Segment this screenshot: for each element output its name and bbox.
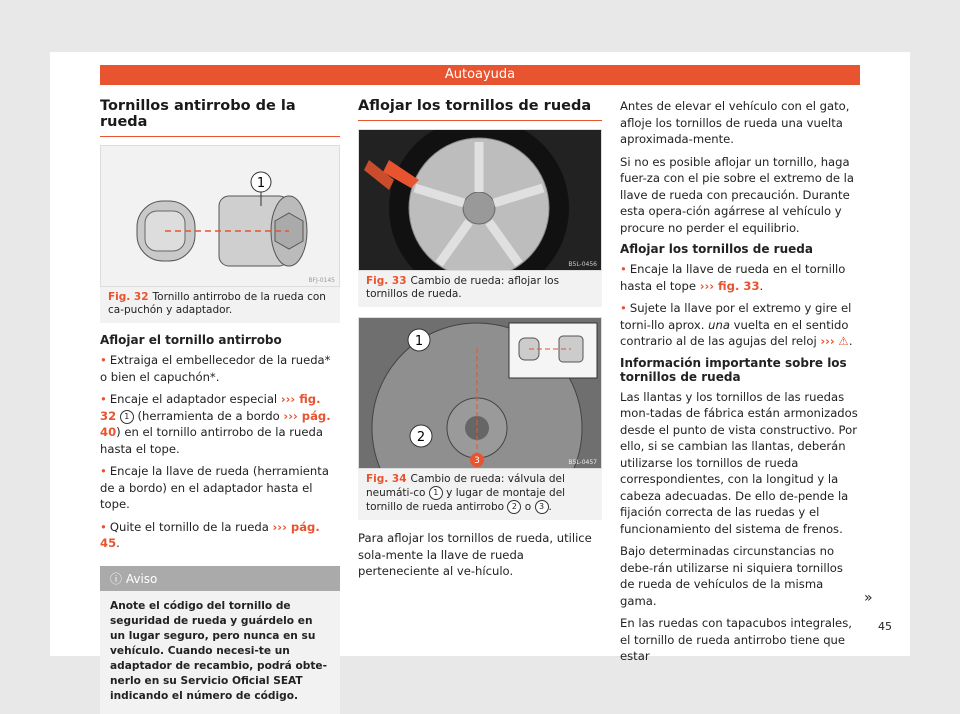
- bullet-3: • Encaje la llave de rueda (herramienta de a bordo) en el adaptador hasta el tope.: [100, 464, 329, 511]
- figure-code: B5L-0456: [568, 261, 597, 268]
- heading-antirrobo: Tornillos antirrobo de la rueda: [100, 98, 340, 137]
- page-number: 45: [878, 620, 892, 633]
- figure-code: BFJ-0145: [308, 277, 335, 284]
- bullet-1: • Encaje la llave de rueda en el tornillo hasta el tope ››› fig. 33.: [620, 262, 846, 293]
- link-pag-40[interactable]: ››› pág. 40: [100, 408, 331, 439]
- figure-32-caption: Fig. 32 Tornillo antirrobo de la rueda con ca-puchón y adaptador.: [100, 287, 340, 323]
- paragraph-5: En las ruedas con tapacubos integrales, el tornillo de rueda antirrobo tiene que estar: [620, 616, 852, 663]
- link-warning[interactable]: ›››: [820, 334, 835, 348]
- aviso-text: Anote el código del tornillo de seguridad de rueda y guárdelo en un lugar seguro, pero nunca en su vehículo. Cuando necesi-te un adaptador de recambio, podrá obte-nerlo en su Servicio Oficial SEAT indicando el número de código.: [100, 591, 340, 714]
- bullet-2: • Sujete la llave por el extremo y gire el torni-llo aprox. una vuelta en el sentido contrario al de las agujas del reloj ››› ⚠.: [620, 301, 853, 348]
- paragraph-4: Bajo determinadas circunstancias no debe-rán utilizarse ni siquiera tornillos de rueda de vehículos de la misma gama.: [620, 544, 843, 608]
- subheading-aflojar: Aflojar los tornillos de rueda: [620, 242, 813, 256]
- heading-aflojar-tornillos: Aflojar los tornillos de rueda: [358, 98, 602, 121]
- subheading-aflojar-antirrobo: Aflojar el tornillo antirrobo: [100, 333, 282, 347]
- warning-icon: ⚠: [838, 334, 849, 348]
- link-pag-45[interactable]: ››› pág. 45: [100, 519, 320, 550]
- bullet-2: • Encaje el adaptador especial ››› fig. 32 1 (herramienta de a bordo ››› pág. 40) en el tornillo antirrobo de la rueda hasta el tope.: [100, 392, 331, 456]
- figure-33: [358, 129, 602, 271]
- antitheft-bolt-illustration: [101, 146, 339, 286]
- steel-wheel-illustration: [359, 318, 601, 468]
- wheel-photo-illustration: [359, 130, 601, 270]
- paragraph-2: Si no es posible aflojar un tornillo, haga fuer-za con el pie sobre el extremo de la llave de rueda con precaución. Durante esta opera-ción agárrese al vehículo y procure no perder el equilibrio.: [620, 154, 855, 235]
- figure-34-caption: Fig. 34 Cambio de rueda: válvula del neumáti-co 1 y lugar de montaje del tornillo de rueda antirrobo 2 o 3 .: [358, 469, 602, 520]
- column-3: [620, 98, 860, 671]
- fig34-callout-3: 3: [474, 456, 480, 466]
- column-2: [358, 98, 602, 586]
- info-icon: ⓘ: [110, 571, 123, 586]
- figure-code: B5L-0457: [568, 459, 597, 466]
- paragraph-llave: Para aflojar los tornillos de rueda, utilice sola-mente la llave de rueda perteneciente al ve-hículo.: [358, 531, 592, 578]
- fig34-callout-1: 1: [414, 334, 424, 349]
- fig34-callout-2: 2: [416, 430, 426, 445]
- aviso-header: ⓘ Aviso: [100, 566, 340, 591]
- link-fig-32[interactable]: ››› fig. 32: [100, 392, 321, 423]
- figure-33-caption: Fig. 33 Cambio de rueda: aflojar los tornillos de rueda.: [358, 271, 602, 307]
- link-fig-33[interactable]: ››› fig. 33: [699, 278, 760, 293]
- figure-34: [358, 317, 602, 469]
- bullet-4: • Quite el tornillo de la rueda ››› pág. 45.: [100, 519, 320, 550]
- bullet-1: • Extraiga el embellecedor de la rueda* o bien el capuchón*.: [100, 353, 331, 384]
- column-1: [100, 98, 340, 714]
- section-header-bar: Autoayuda: [100, 65, 860, 85]
- subheading-informacion: Información importante sobre los tornillos de rueda: [620, 355, 847, 384]
- paragraph-1: Antes de elevar el vehículo con el gato, afloje los tornillos de rueda una vuelta aproximada-mente.: [620, 99, 850, 146]
- fig32-callout-1: 1: [256, 176, 266, 191]
- continue-arrow-icon: »: [864, 590, 873, 606]
- aviso-box: [100, 566, 340, 714]
- figure-32: [100, 145, 340, 287]
- paragraph-3: Las llantas y los tornillos de las ruedas mon-tadas de fábrica están armonizados desde el punto de vista constructivo. Por ello, si se cambian las llantas, deberán utilizarse los tornillos de rueda correspondientes, con la longitud y la cabeza adecuadas. De ello de-pende la fijación correcta de las ruedas y el funcionamiento del sistema de frenos.: [620, 389, 858, 536]
